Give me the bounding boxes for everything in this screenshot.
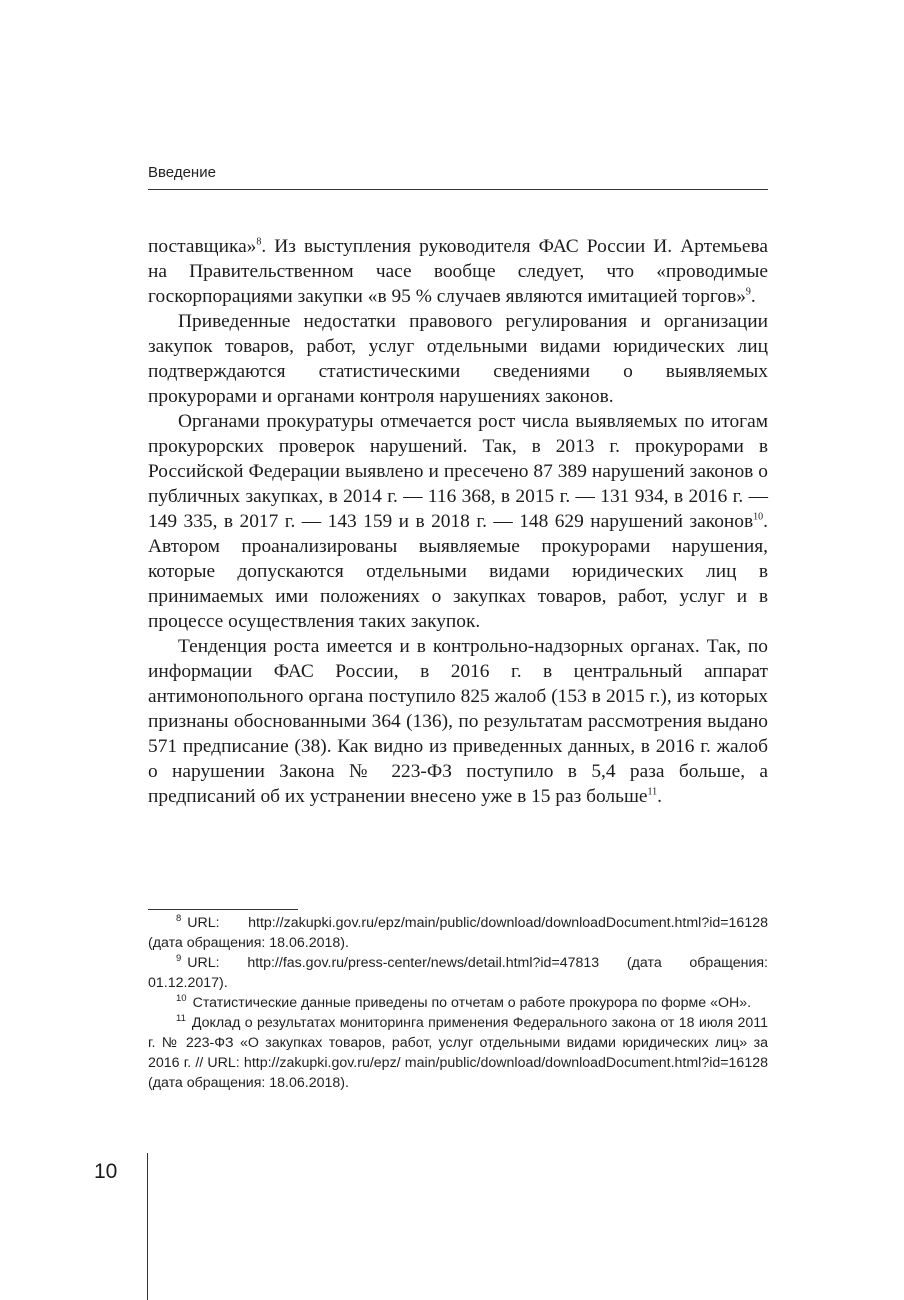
running-header: Введение bbox=[148, 164, 216, 181]
footnote-text: Доклад о результатах мониторинга применения Федерального закона от 18 июля 2011 г. № 223-ФЗ «О закупках товаров, работ, услуг отдельными видами юридических лиц» за 2016 г. // URL: http://zakupki.gov.ru/epz/ main/public/download/downloadDocument.html?id=16128 (дата обращения: 18.06.2018). bbox=[148, 1015, 768, 1091]
paragraph-2: Приведенные недостатки правового регулирования и организации закупок товаров, работ, услуг отдельными видами юридических лиц подтверждаются статистическими сведениями о выявляемых прокурорами и органами контроля нарушениях законов. bbox=[148, 311, 768, 407]
footnote-number: 10 bbox=[176, 993, 187, 1005]
paragraph-4 bbox=[148, 634, 768, 809]
paragraph-1-part-b: . Из выступления руководителя ФАС России И. Артемьева на Правительственном часе вообще следует, что «проводимые госкорпорациями закупки «в 95 % случаев являются имитацией торгов» bbox=[148, 236, 768, 307]
footnote-text: URL: http://fas.gov.ru/press-center/news/detail.html?id=47813 (дата обращения: 01.12.2017). bbox=[148, 955, 768, 991]
footnote-number: 8 bbox=[176, 913, 182, 925]
footnote-number: 11 bbox=[176, 1013, 186, 1025]
footnote-text: URL: http://zakupki.gov.ru/epz/main/public/download/downloadDocument.html?id=16128 (дата обращения: 18.06.2018). bbox=[148, 915, 768, 951]
footnote-number: 9 bbox=[176, 953, 182, 965]
footnote-text: Статистические данные приведены по отчетам о работе прокурора по форме «ОН». bbox=[192, 995, 752, 1011]
footnote-separator bbox=[148, 909, 298, 910]
footnote-8 bbox=[148, 913, 768, 953]
footnote-10 bbox=[148, 993, 768, 1013]
paragraph-4-part-a: Тенденция роста имеется и в контрольно-надзорных органах. Так, по информации ФАС России, в 2016 г. в центральный аппарат антимонопольного органа поступило 825 жалоб (153 в 2015 г.), из которых признаны обоснованными 364 (136), по результатам рассмотрения выдано 571 предписание (38). Как видно из приведенных данных, в 2016 г. жалоб о нарушении Закона № 223-ФЗ поступило в 5,4 раза больше, а предписаний об их устранении внесено уже в 15 раз больше bbox=[148, 636, 768, 807]
paragraph-1-part-a: поставщика» bbox=[148, 236, 257, 257]
footnote-ref-11[interactable]: 11 bbox=[647, 786, 658, 798]
margin-rule bbox=[147, 1153, 148, 1300]
paragraph-1-part-c: . bbox=[750, 286, 756, 307]
page-number: 10 bbox=[94, 1160, 118, 1183]
footnote-ref-10[interactable]: 10 bbox=[753, 511, 764, 523]
footnote-11 bbox=[148, 1013, 768, 1093]
paragraph-3 bbox=[148, 409, 768, 634]
footnotes bbox=[148, 913, 768, 1093]
main-text bbox=[148, 234, 768, 809]
paragraph-3-part-a: Органами прокуратуры отмечается рост числа выявляемых по итогам прокурорских проверок нарушений. Так, в 2013 г. прокурорами в Российской Федерации выявлено и пресечено 87 389 нарушений законов о публичных закупках, в 2014 г. — 116 368, в 2015 г. — 131 934, в 2016 г. — 149 335, в 2017 г. — 143 159 и в 2018 г. — 148 629 нарушений законов bbox=[148, 411, 768, 532]
paragraph-1 bbox=[148, 234, 768, 309]
header-divider bbox=[148, 189, 768, 190]
paragraph-4-part-b: . bbox=[657, 786, 663, 807]
footnote-ref-8[interactable]: 8 bbox=[256, 236, 262, 248]
footnote-9 bbox=[148, 953, 768, 993]
paragraph-3-part-b: . Автором проанализированы выявляемые прокурорами нарушения, которые допускаются отдельными видами юридических лиц в принимаемых ими положениях о закупках товаров, работ, услуг и в процессе осуществления таких закупок. bbox=[148, 511, 768, 632]
footnote-ref-9[interactable]: 9 bbox=[745, 286, 751, 298]
